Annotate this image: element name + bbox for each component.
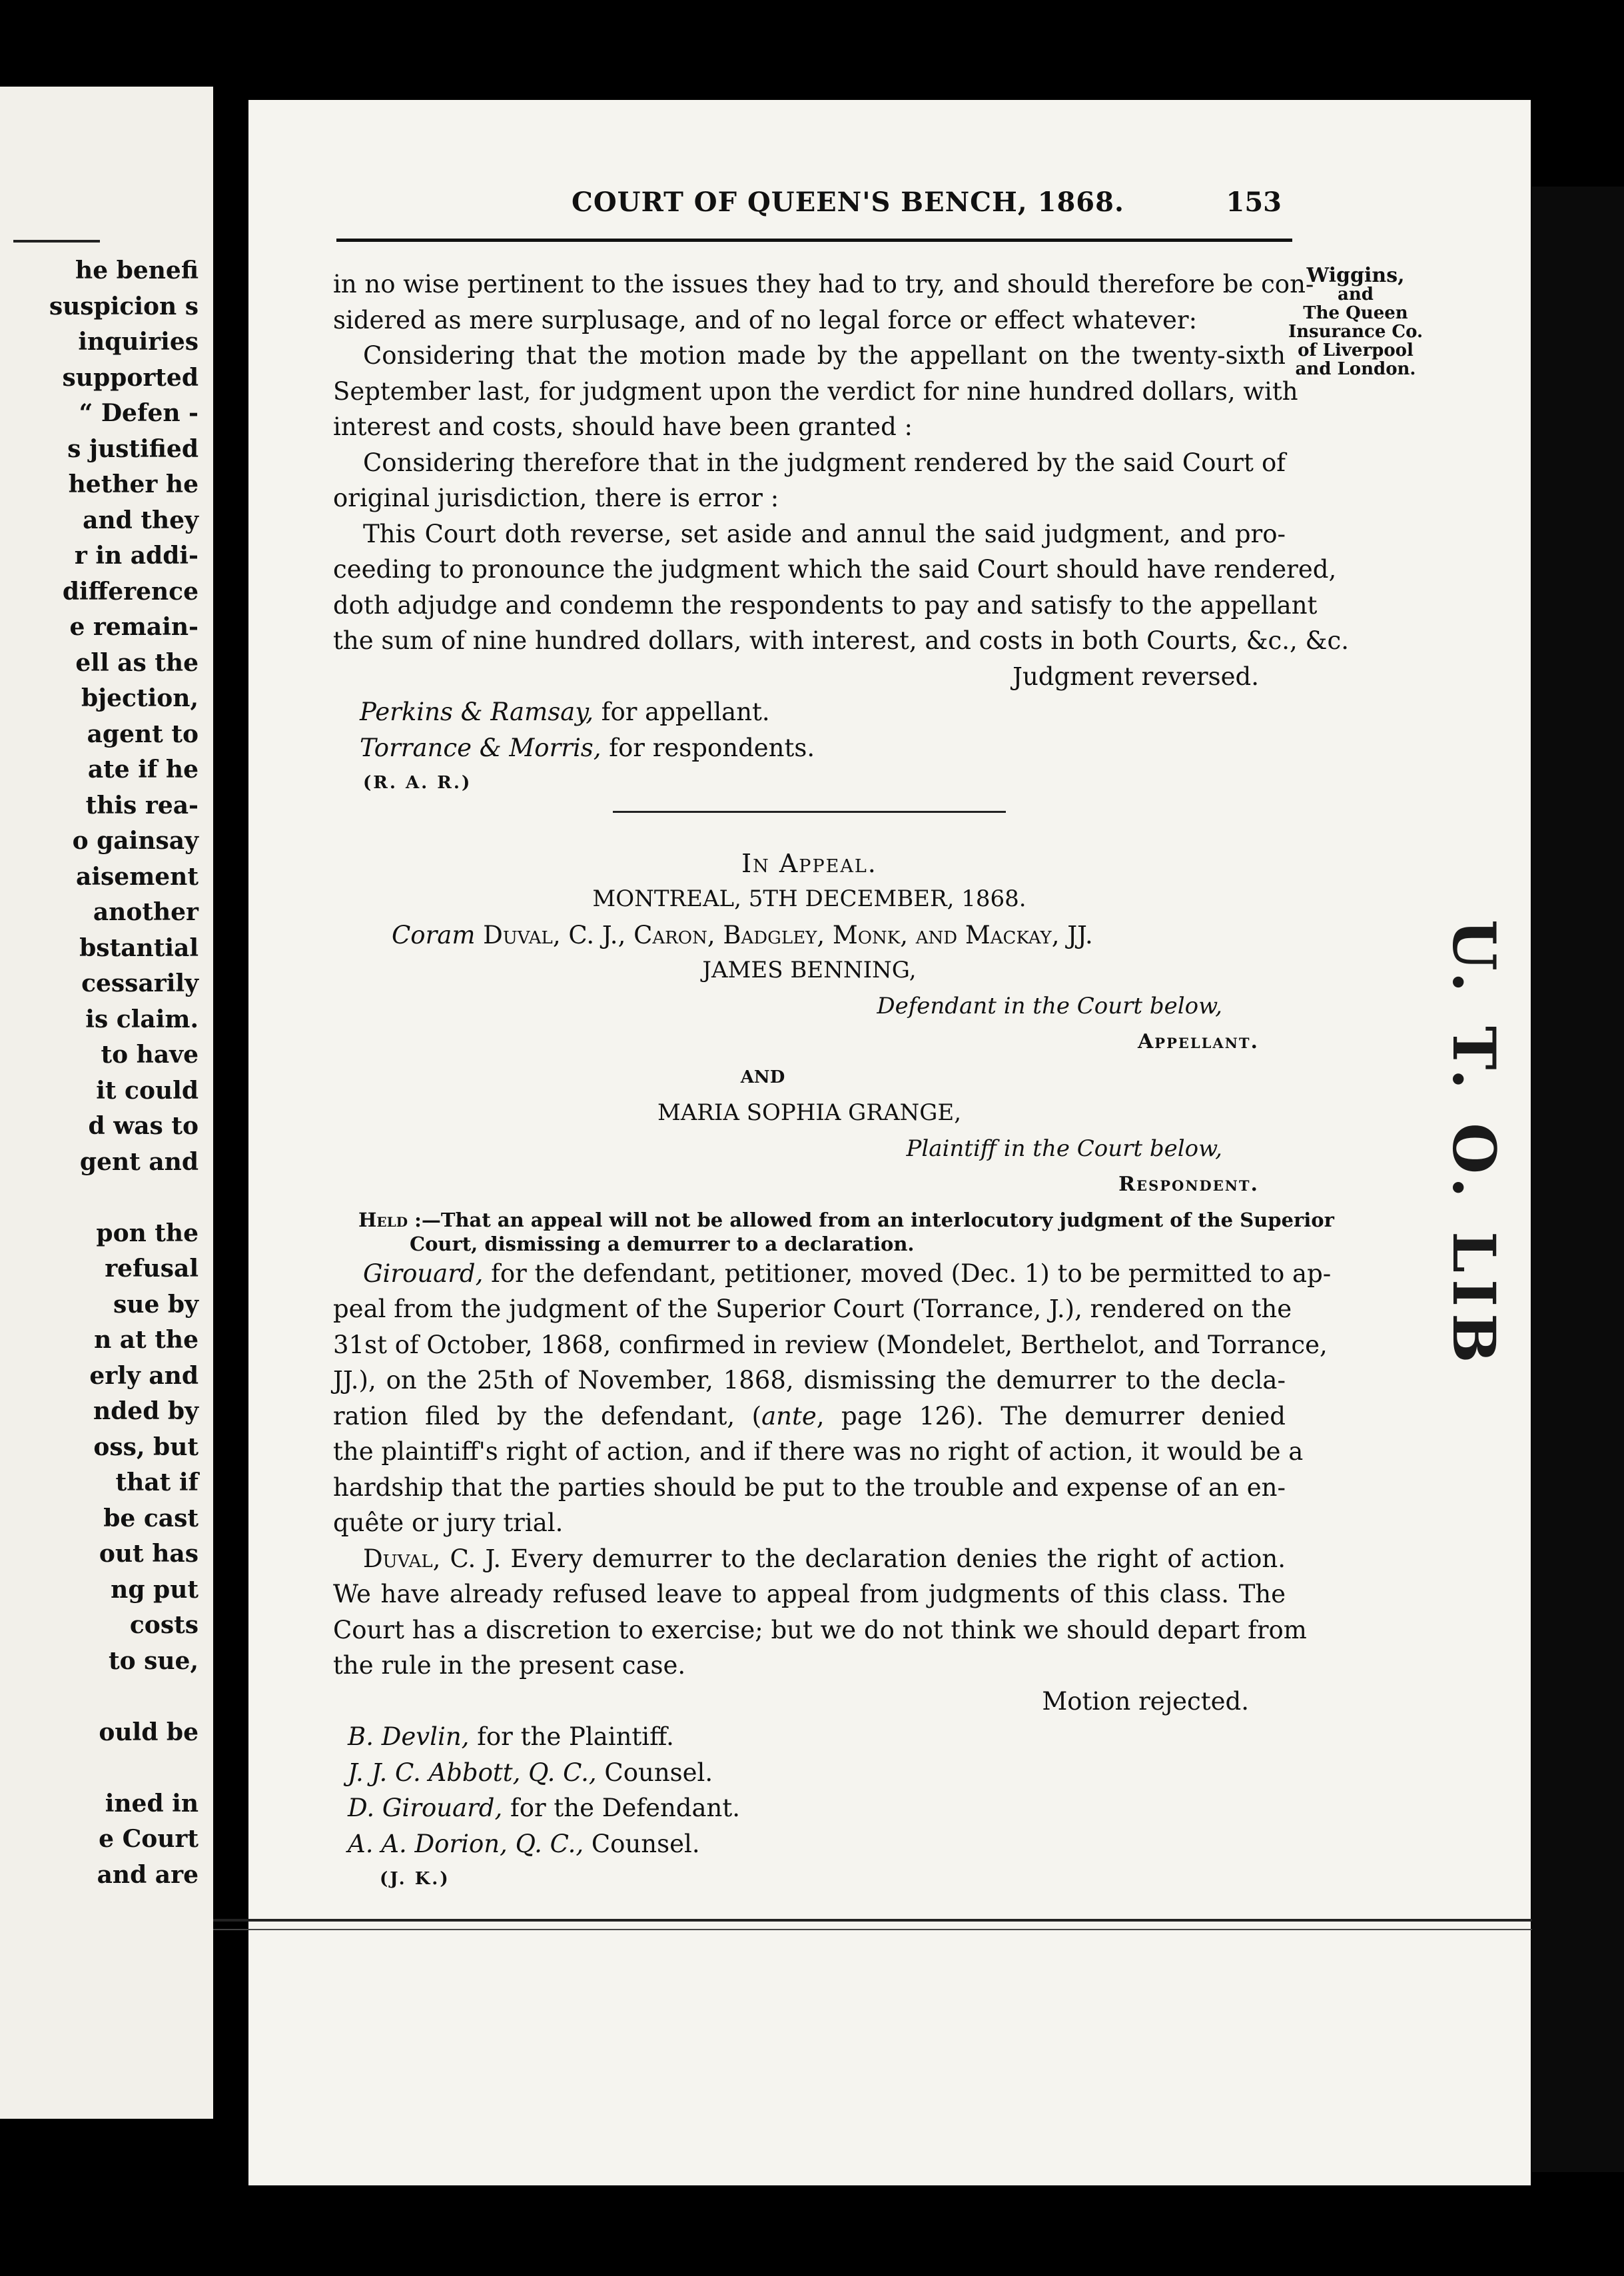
facing-page-line: nded by (93, 1397, 199, 1425)
text-line: quête or jury trial. (333, 1508, 564, 1537)
margin-line: Wiggins, (1306, 264, 1405, 287)
judgment-result: Judgment reversed. (1013, 662, 1259, 691)
facing-page-line: e Court (99, 1825, 199, 1853)
facing-page-line: suspicion s (49, 292, 199, 320)
facing-page-line: supported (62, 363, 199, 392)
counsel-line (348, 1826, 1286, 1862)
facing-page-line: oss, but (93, 1432, 199, 1461)
held-text: Court, dismissing a demurrer to a declaration. (410, 1232, 915, 1255)
facing-page-fragment (0, 87, 213, 2119)
facing-page-line: ell as the (75, 648, 199, 677)
running-title: COURT OF QUEEN'S BENCH, 1868. (572, 187, 1124, 218)
facing-page-line: this rea- (85, 791, 199, 820)
text-line: sidered as mere surplusage, and of no legal force or effect whatever: (333, 305, 1198, 334)
section-divider (613, 811, 1006, 813)
text-line: Considering that the motion made by the appellant on the twenty-sixth (363, 341, 1286, 370)
text-line: Considering therefore that in the judgment rendered by the said Court of (363, 448, 1286, 477)
facing-page-line: hether he (68, 470, 199, 498)
text-line: doth adjudge and condemn the respondents to pay and satisfy to the appellant (333, 590, 1318, 620)
text-run: ration filed by the defendant, ( (333, 1401, 762, 1430)
respondent-role: Respondent. (1118, 1173, 1259, 1196)
facing-page-line: it could (96, 1076, 199, 1105)
text-line (333, 1399, 1286, 1434)
counsel-line (333, 730, 1286, 766)
page-number: 153 (1226, 187, 1282, 218)
bottom-rule (213, 1919, 1532, 1922)
reporter-initials: (J. K.) (380, 1869, 450, 1889)
facing-page-line: ould be (99, 1718, 199, 1746)
text-line: hardship that the parties should be put to the trouble and expense of an en- (333, 1472, 1286, 1502)
running-header (332, 167, 1291, 220)
text-line: the sum of nine hundred dollars, with interest, and costs in both Courts, &c., &c. (333, 626, 1349, 655)
counsel-name: Torrance & Morris, (360, 733, 602, 762)
facing-page-line: cessarily (81, 969, 199, 997)
coram-word: Coram (392, 920, 476, 949)
case-heading: In Appeal. (741, 848, 877, 878)
facing-page-line: ng put (111, 1575, 199, 1604)
page-body (333, 267, 1349, 1898)
margin-line: and London. (1295, 359, 1416, 379)
margin-line: of Liverpool (1298, 340, 1414, 360)
facing-page-line: to have (101, 1041, 199, 1069)
counsel-role: Counsel. (596, 1758, 713, 1787)
facing-page-line (0, 1750, 199, 1786)
margin-line: Insurance Co. (1288, 322, 1423, 342)
respondent-name: MARIA SOPHIA GRANGE, (657, 1099, 962, 1126)
bottom-rule (213, 1929, 1532, 1930)
counsel-line (348, 1755, 1286, 1791)
counsel-list (333, 1719, 1286, 1898)
margin-line: and (1338, 284, 1374, 304)
counsel-name: A. A. Dorion, Q. C., (348, 1829, 584, 1858)
coram-judges: Duval, C. J., Caron, Badgley, Monk, and Mackay, JJ. (475, 920, 1093, 949)
text-run: , page 126). The demurrer denied (816, 1401, 1286, 1430)
headnote (333, 1208, 1334, 1256)
appellant-role: Appellant. (1138, 1030, 1259, 1053)
text-line: We have already refused leave to appeal from judgments of this class. The (333, 1580, 1286, 1608)
text-line: This Court doth reverse, set aside and annul the said judgment, and pro- (363, 519, 1286, 548)
text-line: interest and costs, should have been granted : (333, 412, 913, 441)
facing-page-line: bstantial (79, 933, 199, 962)
facing-page-line: aisement (76, 862, 199, 891)
reporter-initials: (R. A. R.) (363, 773, 472, 793)
facing-page-line (0, 1180, 199, 1216)
counsel-line (348, 1719, 1286, 1755)
motion-result: Motion rejected. (1042, 1686, 1249, 1716)
facing-page-text (0, 253, 199, 1893)
facing-page-line: pon the (96, 1219, 199, 1247)
counsel-name: B. Devlin, (348, 1722, 470, 1751)
text-run: Every demurrer to the declaration denies the right of action. (501, 1544, 1286, 1573)
header-rule (336, 239, 1292, 242)
counsel-name: D. Girouard, (348, 1794, 503, 1822)
appellant-name: JAMES BENNING, (702, 957, 917, 983)
counsel-name: Girouard, (363, 1259, 484, 1288)
facing-page-line: to sue, (108, 1646, 199, 1675)
judge-name: Duval, C. J. (363, 1544, 502, 1573)
counsel-name: Perkins & Ramsay, (360, 698, 594, 726)
text-line: the rule in the present case. (333, 1651, 686, 1680)
facing-page-rule (13, 240, 100, 243)
text-line (333, 1256, 1332, 1292)
coram-line (333, 917, 1286, 953)
text-run: ante (761, 1401, 817, 1430)
binding-strip (1532, 187, 1624, 2172)
counsel-line (348, 1790, 1286, 1826)
held-text: —That an appeal will not be allowed from an interlocutory judgment of the Superior (421, 1208, 1334, 1231)
facing-page-line: and are (97, 1860, 199, 1889)
text-line (333, 1541, 1286, 1577)
facing-page-line: bjection, (81, 684, 199, 712)
facing-page-line: difference (62, 577, 199, 606)
facing-page-line: he benefi (75, 257, 199, 284)
facing-page-line: be cast (103, 1504, 199, 1532)
counsel-role: for respondents. (601, 733, 815, 762)
counsel-name: J. J. C. Abbott, Q. C., (348, 1758, 597, 1787)
text-line: Court has a discretion to exercise; but we do not think we should depart from (333, 1615, 1307, 1644)
counsel-role: for appellant. (594, 698, 770, 726)
appellant-description: Defendant in the Court below, (877, 992, 1222, 1019)
text-line: in no wise pertinent to the issues they had to try, and should therefore be con- (333, 270, 1314, 298)
respondent-description: Plaintiff in the Court below, (906, 1135, 1222, 1162)
facing-page-line: s justified (67, 434, 199, 463)
facing-page-line: r in addi- (74, 542, 199, 570)
facing-page-line (0, 1679, 199, 1715)
facing-page-line: costs (129, 1611, 199, 1639)
facing-page-line: gent and (79, 1147, 199, 1176)
counsel-role: for the Defendant. (502, 1794, 740, 1822)
facing-page-line: refusal (105, 1255, 199, 1283)
facing-page-line: that if (115, 1468, 199, 1496)
counsel-line (333, 694, 1286, 730)
text-line: original jurisdiction, there is error : (333, 484, 779, 512)
text-run: for the defendant, petitioner, moved (Dec. 1) to be permitted to ap- (483, 1259, 1332, 1288)
facing-page-line: and they (83, 506, 199, 534)
facing-page-line: inquiries (78, 328, 199, 356)
text-line: the plaintiff's right of action, and if there was no right of action, it would be a (333, 1437, 1304, 1466)
facing-page-line: is claim. (85, 1005, 199, 1033)
facing-page-line: e remain- (69, 613, 199, 641)
text-line: September last, for judgment upon the verdict for nine hundred dollars, with (333, 376, 1298, 406)
text-line: JJ.), on the 25th of November, 1868, dismissing the demurrer to the decla- (333, 1366, 1286, 1395)
facing-page-line: out has (99, 1540, 199, 1568)
facing-page-line: d was to (88, 1112, 199, 1140)
counsel-role: Counsel. (584, 1829, 700, 1858)
facing-page-line: ined in (105, 1789, 199, 1818)
held-label: Held : (358, 1208, 422, 1231)
text-line: 31st of October, 1868, confirmed in review (Mondelet, Berthelot, and Torrance, (333, 1330, 1328, 1359)
and-separator: AND (740, 1067, 785, 1087)
facing-page-line: o gainsay (72, 827, 199, 855)
facing-page-line: another (93, 898, 199, 926)
text-line: peal from the judgment of the Superior Court (Torrance, J.), rendered on the (333, 1295, 1292, 1323)
facing-page-line: “ Defen - (79, 399, 199, 427)
counsel-role: for the Plaintiff. (469, 1722, 674, 1751)
facing-page-line: sue by (113, 1290, 199, 1319)
facing-page-line: erly and (89, 1361, 199, 1390)
facing-page-line: ate if he (87, 756, 199, 784)
case-place-date: MONTREAL, 5TH DECEMBER, 1868. (592, 885, 1026, 912)
margin-line: The Queen (1303, 303, 1408, 323)
text-line: ceeding to pronounce the judgment which the said Court should have rendered, (333, 555, 1337, 584)
spine-label: U. T. O. LIB (1439, 919, 1509, 1370)
facing-page-line: agent to (87, 720, 199, 748)
facing-page-line: n at the (94, 1326, 199, 1354)
